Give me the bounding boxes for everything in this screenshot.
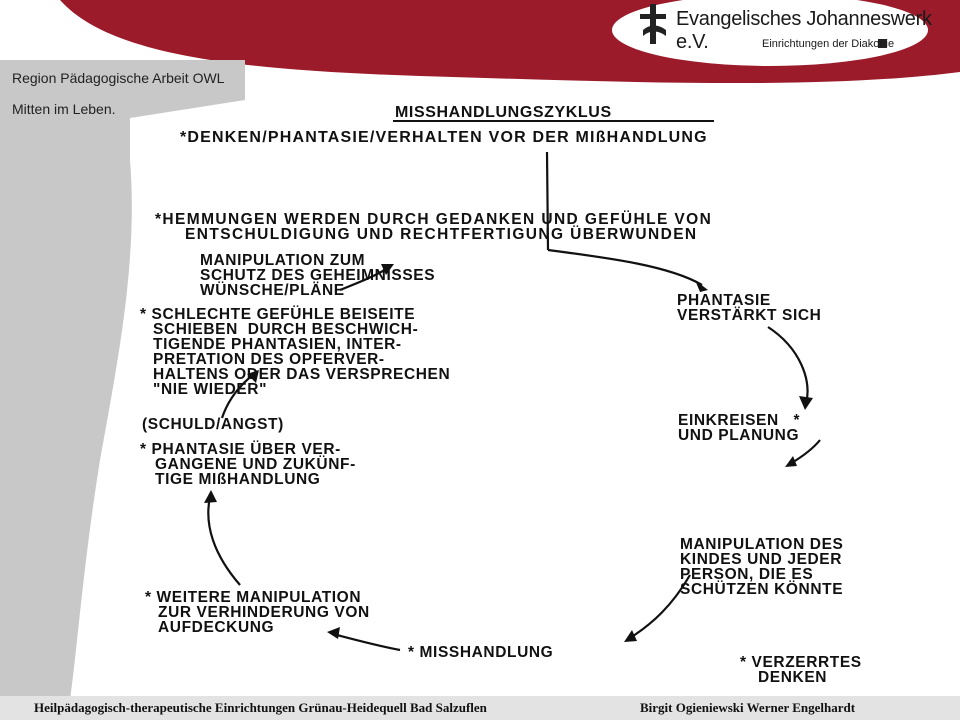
node-secret-line: WÜNSCHE/PLÄNE	[200, 282, 345, 299]
arrowhead-fantasy	[695, 280, 708, 292]
node-manipulation-child-line: PERSON, DIE ES	[680, 566, 814, 583]
node-feelings-line: TIGENDE PHANTASIEN, INTER-	[153, 336, 402, 353]
node-feelings-line: * SCHLECHTE GEFÜHLE BEISEITE	[140, 306, 416, 323]
node-fantasy-grows-line: VERSTÄRKT SICH	[677, 307, 822, 324]
arrowhead-fantasy-past	[204, 490, 217, 503]
node-secret-line: MANIPULATION ZUM	[200, 252, 366, 269]
flow-arrow-further	[333, 634, 400, 650]
node-further-line: * WEITERE MANIPULATION	[145, 589, 362, 606]
org-name: Evangelisches Johanneswerk e.V.	[676, 8, 932, 53]
footer-institution: Heilpädagogisch-therapeutische Einrichtungen Grünau-Heidequell Bad Salzuflen	[34, 700, 487, 715]
flow-arrow-fantasy	[548, 250, 702, 285]
node-planning-line: UND PLANUNG	[678, 427, 800, 444]
node-feelings-line: PRETATION DES OPFERVER-	[153, 351, 385, 368]
node-fantasy-past-line: * PHANTASIE ÜBER VER-	[140, 441, 341, 458]
node-inhibitions-line: ENTSCHULDIGUNG UND RECHTFERTIGUNG ÜBERWUNDEN	[185, 226, 698, 243]
node-manipulation-child-line: MANIPULATION DES	[680, 536, 844, 553]
node-manipulation-child-line: SCHÜTZEN KÖNNTE	[680, 581, 844, 598]
node-planning-line: EINKREISEN *	[678, 412, 801, 429]
node-secret-line: SCHUTZ DES GEHEIMNISSES	[200, 267, 436, 284]
node-further-line: ZUR VERHINDERUNG VON	[158, 604, 370, 621]
node-fantasy-grows-line: PHANTASIE	[677, 292, 771, 309]
node-feelings-line: "NIE WIEDER"	[153, 381, 268, 398]
node-manipulation-child-line: KINDES UND JEDER	[680, 551, 843, 568]
region-label: Region Pädagogische Arbeit OWL	[12, 70, 225, 86]
node-further-line: AUFDECKUNG	[158, 619, 275, 636]
node-feelings-line: HALTENS ODER DAS VERSPRECHEN	[153, 366, 451, 383]
node-feelings-line: SCHIEBEN DURCH BESCHWICH-	[153, 321, 419, 338]
node-abuse: * MISSHANDLUNG	[408, 644, 554, 661]
node-fantasy-past-line: TIGE MIßHANDLUNG	[155, 471, 321, 488]
node-distorted-line: DENKEN	[758, 669, 828, 686]
tagline: Mitten im Leben.	[12, 101, 116, 117]
diagram-title: MISSHANDLUNGSZYKLUS	[395, 104, 612, 121]
org-subtitle: Einrichtungen der Diakonie	[762, 38, 895, 50]
arrowhead-further	[327, 627, 340, 639]
node-top: *DENKEN/PHANTASIE/VERHALTEN VOR DER MIßHANDLUNG	[180, 129, 708, 146]
node-distorted-line: * VERZERRTES	[740, 654, 862, 671]
footer-authors: Birgit Ogieniewski Werner Engelhardt	[640, 700, 856, 715]
arrowhead-abuse	[624, 630, 637, 642]
node-fantasy-past-line: GANGENE UND ZUKÜNF-	[155, 456, 356, 473]
node-guilt: (SCHULD/ANGST)	[142, 416, 284, 433]
flow-arrow-planning	[768, 327, 807, 404]
node-inhibitions-line: *HEMMUNGEN WERDEN DURCH GEDANKEN UND GEFÜHLE VON	[155, 211, 713, 228]
arrowhead-planning	[799, 396, 813, 410]
flow-arrow-fantasy-past	[208, 497, 240, 585]
